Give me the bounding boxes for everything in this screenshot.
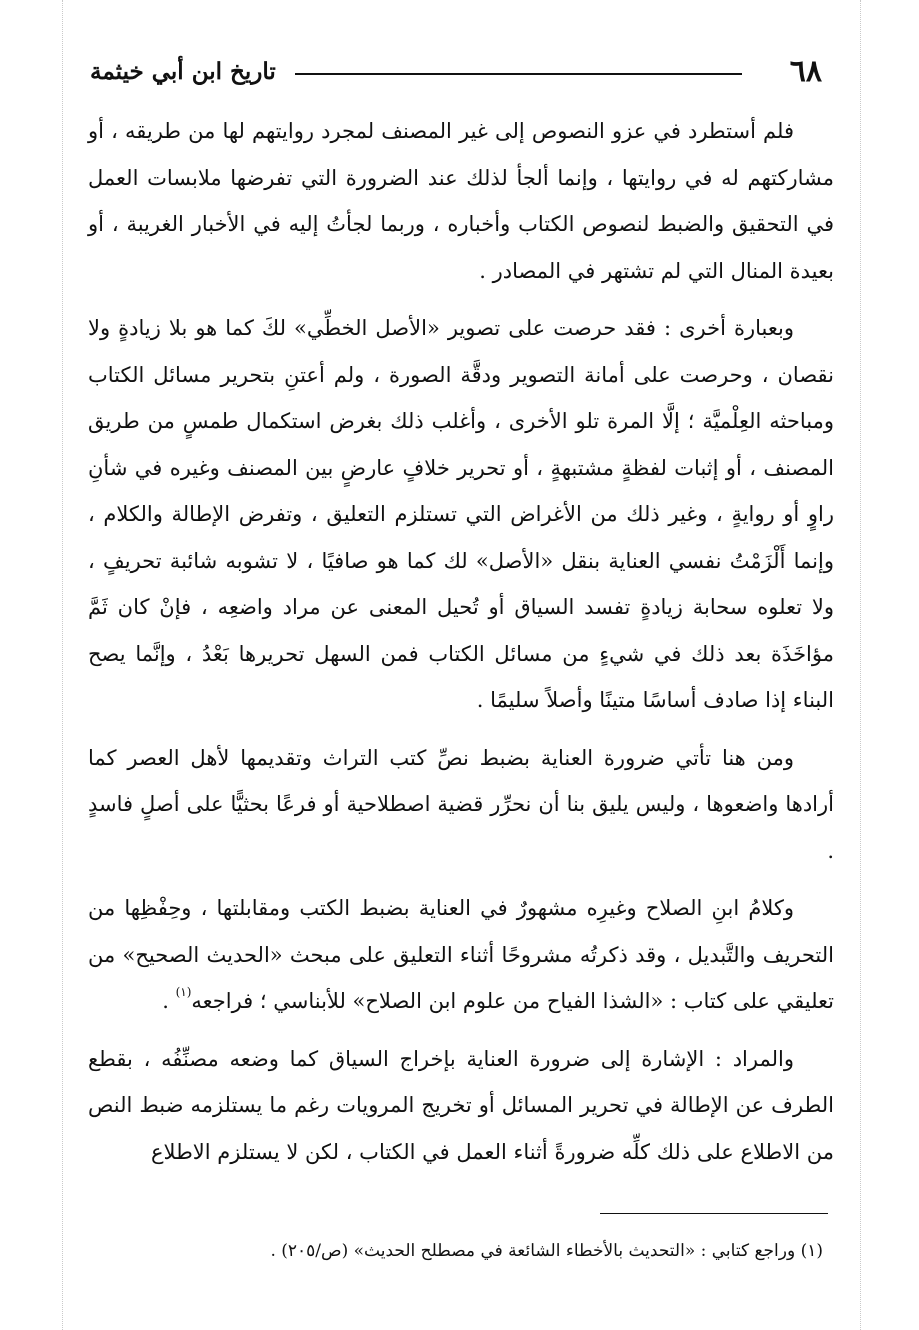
paragraph: وبعبارة أخرى : فقد حرصت على تصوير «الأصل الخطِّي» لكَ كما هو بلا زيادةٍ ولا نقصان ، وحرصت على أمانة التصوير ودقَّة الصورة ، ولم أعتنِ بتحرير مسائل الكتاب ومباحثه العِلْميَّة ؛ إلَّا المرة تلو الأخرى ، وأغلب ذلك بغرض استكمال طمسٍ من طريق المصنف ، أو إثبات لفظةٍ مشتبهةٍ ، أو تحرير خلافٍ عارضٍ بين المصنف وغيره في شأنِ راوٍ أو روايةٍ ، وغير ذلك من الأغراض التي تستلزم التعليق ، وتفرض الإطالة والكلام ، وإنما أَلْزَمْتُ نفسي العناية بنقل «الأصل» لك كما هو صافيًا ، لا تشوبه شائبة تحريفٍ ، ولا تعلوه سحابة زيادةٍ تفسد السياق أو تُحيل المعنى عن مراد واضعِه ، فإنْ كان ثَمَّ مؤاخَذَة بعد ذلك في شيءٍ من مسائل الكتاب فمن السهل تحريرها بَعْدُ ، وإنَّما يصح البناء إذا صادف أساسًا متينًا وأصلاً سليمًا .	[88, 316, 834, 712]
paragraph	[88, 885, 834, 1025]
page-number: ٦٨	[789, 54, 822, 89]
footnote: (١) وراجع كتابي : «التحديث بالأخطاء الشائعة في مصطلح الحديث» (ص/٢٠٥) .	[270, 1241, 823, 1261]
paragraph: ومن هنا تأتي ضرورة العناية بضبط نصِّ كتب التراث وتقديمها لأهل العصر كما أرادها واضعوها ، وليس يليق بنا أن نحرِّر قضية اصطلاحية أو فرعًا بحثيًّا على أصلٍ فاسدٍ .	[88, 745, 834, 863]
paragraph-text: وكلامُ ابنِ الصلاح وغيرِه مشهورٌ في العناية بضبط الكتب ومقابلتها ، وحِفْظِها من التحريف والتَّبديل ، وقد ذكرتُه مشروحًا أثناء التعليق على مبحث «الحديث الصحيح» من تعليقي على كتاب : «الشذا الفياح من علوم ابن الصلاح» للأبناسي ؛ فراجعه	[88, 896, 834, 1013]
header-rule	[295, 73, 742, 75]
footnote-marker: (١)	[175, 985, 192, 999]
page-header	[90, 52, 822, 92]
paragraph: والمراد : الإشارة إلى ضرورة العناية بإخراج السياق كما وضعه مصنِّفُه ، بقطع الطرف عن الإطالة في تحرير المسائل أو تخريج المرويات رغم ما يستلزمه ضبط النص من الاطلاع على ذلك كلِّه ضرورةً أثناء العمل في الكتاب ، لكن لا يستلزم الاطلاع	[88, 1046, 834, 1164]
scan-guide-right	[860, 0, 861, 1330]
scan-guide-left	[62, 0, 63, 1330]
running-title: تاريخ ابن أبي خيثمة	[90, 58, 276, 85]
footnote-separator	[600, 1213, 828, 1214]
main-text	[88, 108, 834, 1175]
paragraph-end: .	[162, 989, 176, 1013]
paragraph: فلم أستطرد في عزو النصوص إلى غير المصنف لمجرد روايتهم لها من طريقه ، أو مشاركتهم له في روايتها ، وإنما ألجأ لذلك عند الضرورة التي تفرضها ملابسات العمل في التحقيق والضبط لنصوص الكتاب وأخباره ، وربما لجأتُ إليه في الأخبار الغريبة ، أو بعيدة المنال التي لم تشتهر في المصادر .	[88, 119, 834, 283]
